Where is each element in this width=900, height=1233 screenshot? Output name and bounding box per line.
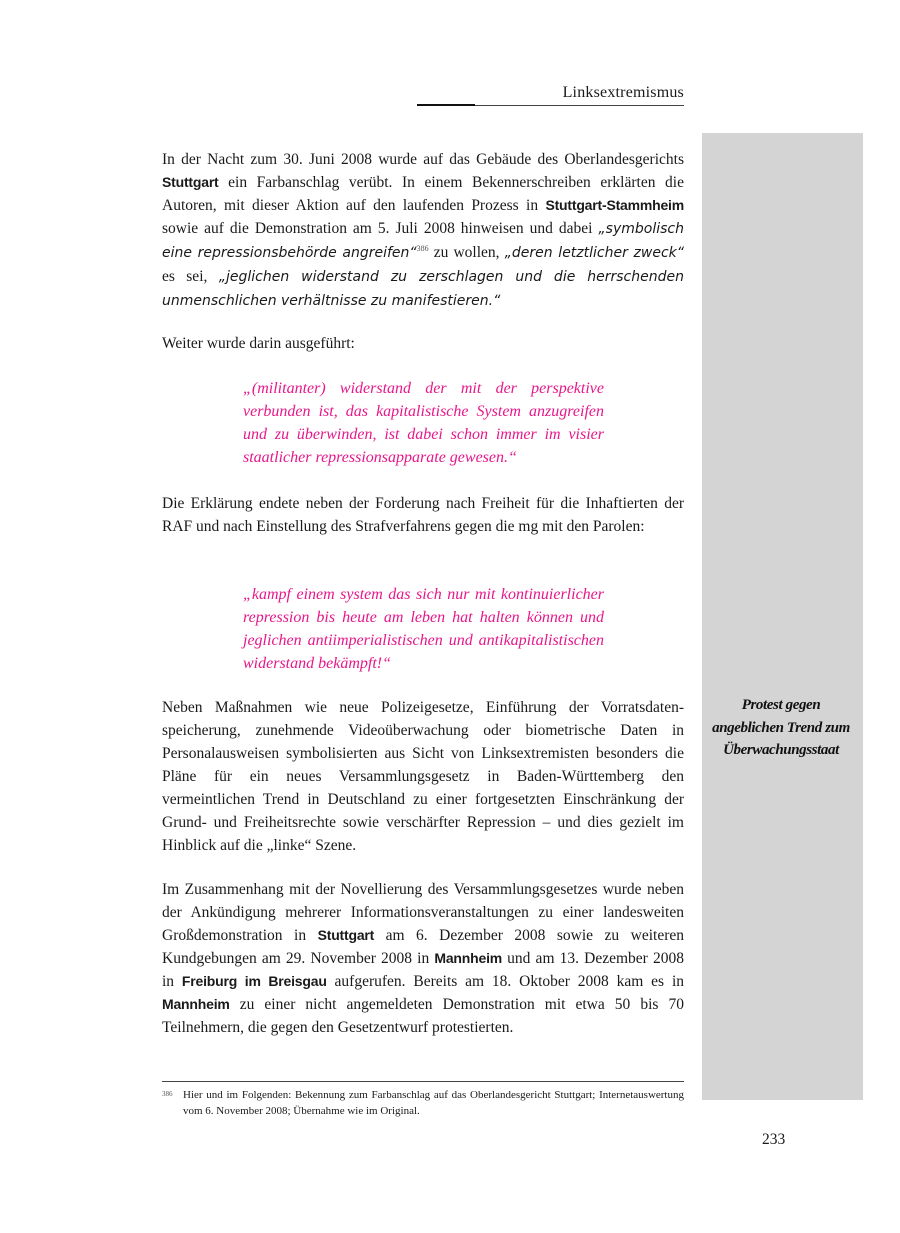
block-quote-1: „(militanter) widerstand der mit der perspektive verbunden ist, das kapitalistische System anzugreifen und zu überwinden, ist dabei schon immer im visier staatlicher repressionsapparate gewesen.“: [243, 380, 604, 466]
footnote-text: Hier und im Folgenden: Bekennung zum Farbanschlag auf das Oberlandesgericht Stuttgart; Internetauswertung vom 6. November 2008; Übernahme wie im Original.: [183, 1089, 684, 1117]
page-number: 233: [762, 1131, 786, 1148]
paragraph-3: Die Erklärung endete neben der Forderung nach Freiheit für die Inhaftierten der RAF und nach Einstellung des Strafverfahrens gegen die mg mit den Parolen:: [162, 495, 684, 535]
paragraph-4: Neben Maßnahmen wie neue Polizeigesetze, Einführung der Vorratsdatenspeicherung, zunehmende Videoüberwachung oder biometrische Daten in Personalausweisen symbolisierten aus Sicht von Linksextremisten besonders die Pläne für ein neues Versammlungsgesetz in Baden-Württemberg den vermeintlichen Trend in Deutschland zu einer fortgesetzten Einschränkung der Grund- und Freiheitsrechte sowie verschärfter Repression – und dies gezielt im Hinblick auf die „linke“ Szene.: [162, 699, 684, 854]
text-span: ein Farbanschlag verübt. In einem Bekennerschreiben erklärten die Autoren, mit dieser Aktion auf den laufenden Prozess in: [162, 174, 684, 214]
paragraph-5: [162, 878, 684, 1039]
place-keyword: Mannheim: [162, 996, 230, 1012]
block-quote-2: „kampf einem system das sich nur mit kontinuierlicher repression bis heute am leben hat halten können und jeglichen antiimperialistischen und antikapitalistischen widerstand bekämpft!“: [243, 586, 604, 672]
margin-band: [702, 133, 863, 1100]
text-span: Im Zusammenhang mit der Novellierung des Versammlungsgesetzes wurde neben der Ankündigung mehrerer Informationsveranstaltungen zu einer landesweiten Großdemonstration in: [162, 881, 684, 944]
place-keyword: Mannheim: [434, 950, 503, 966]
paragraph-1: [162, 148, 684, 313]
text-span: In der Nacht zum 30. Juni 2008 wurde auf das Gebäude des Oberlandesgerichts: [162, 151, 684, 168]
text-span: sowie auf die Demonstration am 5. Juli 2008 hinweisen und dabei: [162, 220, 599, 237]
place-keyword: Freiburg im Breisgau: [181, 973, 327, 989]
footnote: [162, 1088, 684, 1119]
footnote-rule: [162, 1081, 684, 1082]
place-keyword: Stuttgart: [317, 927, 375, 943]
text-span: aufgerufen. Bereits am 18. Oktober 2008 kam es in: [326, 973, 684, 990]
inline-quote: „symbolisch eine repressionsbehörde angreifen“: [162, 221, 684, 261]
inline-quote: „jeglichen widerstand zu zerschlagen und die herrschenden unmenschlichen verhältnisse zu manifestieren.“: [162, 269, 684, 309]
footnote-ref: 386: [416, 244, 429, 253]
text-span: am 6. Dezember 2008 sowie zu weiteren Kundgebungen am 29. November 2008 in: [162, 927, 685, 967]
text-span: und am 13. Dezember 2008 in: [162, 950, 684, 990]
margin-note: Protest gegen angeblichen Trend zum Überwachungsstaat: [712, 697, 850, 758]
text-span: zu einer nicht angemeldeten Demonstration mit etwa 50 bis 70 Teilnehmern, die gegen den Gesetzentwurf protestierten.: [162, 996, 684, 1036]
header-rule-accent: [417, 104, 475, 106]
place-keyword: Stuttgart-Stammheim: [545, 197, 684, 213]
inline-quote: „deren letztlicher zweck“: [504, 245, 685, 261]
text-span: es sei,: [162, 268, 219, 285]
header-title: Linksextremismus: [562, 84, 684, 101]
text-span: zu wollen,: [428, 244, 505, 261]
footnote-number: 386: [162, 1090, 173, 1098]
place-keyword: Stuttgart: [162, 174, 219, 190]
paragraph-2: Weiter wurde darin ausgeführt:: [162, 335, 355, 352]
